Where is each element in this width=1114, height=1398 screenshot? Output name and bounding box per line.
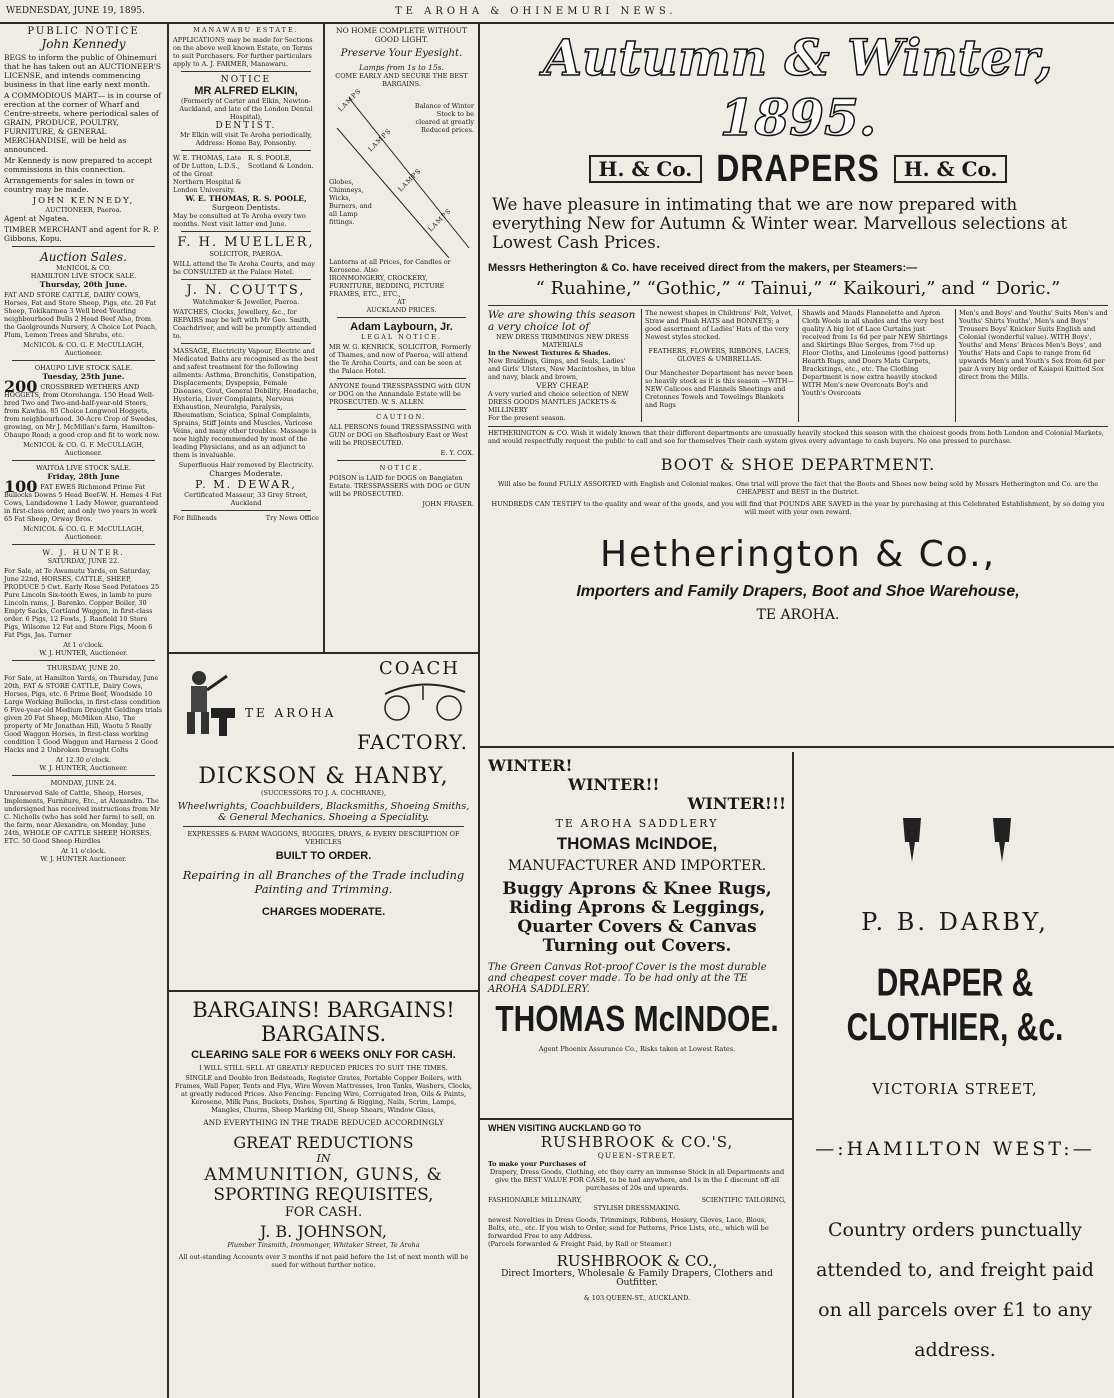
lamps-stamp: LAMPS — [336, 86, 364, 114]
steamers-list: “ Ruahine,” “Gothic,” “ Tainui,” “ Kaikouri,” and “ Doric.” — [535, 278, 1061, 299]
bargains-ad — [169, 994, 478, 1398]
hunter-auctioneer: W. J. HUNTER, Auctioneer. — [39, 764, 128, 772]
arrangements-text: Arrangements for sales in town or country may be made. — [4, 176, 135, 194]
darby-name: P. B. DARBY, — [861, 908, 1049, 936]
sell-text: I WILL STILL SELL AT GREATLY REDUCED PRICES TO SUIT THE TIMES. — [199, 1064, 448, 1072]
fraser-signature: JOHN FRASER. — [422, 500, 474, 508]
auction-sales-heading: Auction Sales. — [40, 250, 127, 264]
lamps-stamp: LAMPS — [366, 126, 394, 154]
pleasure-text: We have pleasure in intimating that we are now prepared with everything New for Autumn & Winter wear. Marvellous selections at Lowest Cash Prices. — [492, 195, 1068, 252]
superfluous-hair: Superfluous Hair removed by Electricity. — [178, 461, 314, 469]
importers-text: Importers and Family Drapers, Boot and Shoe Warehouse, — [576, 583, 1020, 600]
ohaupo-sale-heading: OHAUPO LIVE STOCK SALE. — [34, 364, 133, 372]
shapes-text: The newest shapes in Childrens' Felt, Velvet, Straw and Plush HATS and BONNETS; a good assortment of Ladies' Hats of the very Newest styles stocked. — [645, 309, 793, 341]
and-everything: AND EVERYTHING IN THE TRADE REDUCED ACCORDINGLY — [203, 1118, 444, 1127]
scientific-tailoring: SCIENTIFIC TAILORING, — [701, 1196, 786, 1204]
lamps-price: Lamps from 1s to 15s. — [359, 63, 444, 72]
divider — [181, 231, 311, 232]
varied-text: A very varied and choice selection of NEW DRESS GOODS MANTLES JACKETS & MILLINERY — [488, 390, 629, 414]
mcindoe-name: THOMAS McINDOE, — [556, 834, 718, 853]
charges-moderate-coach: CHARGES MODERATE. — [261, 906, 386, 918]
factory-word: FACTORY. — [356, 730, 468, 754]
winter-3: WINTER!!! — [687, 794, 786, 813]
in-label: IN — [316, 1152, 331, 1165]
johnson-name: J. B. JOHNSON, — [260, 1222, 387, 1241]
manawaru-heading: MANAWARU ESTATE. — [193, 26, 299, 34]
mens-text: Men's and Boys' and Youths' Suits Men's and Youths' Shirts Youths', Men's and Boys' Trousers Boys' Knicker Suits English and Colonial (wonderful value). WITH Boys', Youths' and Mens' Braces Men's Boys', and Youths' Hats and Caps to range from 6d upwards Men's and Youth's Sox from 6d per pair A very big order of Kaiapoi Knitted Sox direct from the Mills. — [959, 309, 1108, 381]
monday-sale-text: Unreserved Sale of Cattle, Sheep, Horses, Implements, Furniture, Etc., at Alexandra. The undersigned has received instructions from Mr C. Nicholls (who has sold her farm) to sell, on the farm, near Alexandra, on Monday, June 24th, WHOLE OF CATTLE SHEEP, HORSES, ETC. 50 Good Sheep Hurdles — [4, 789, 160, 845]
kennedy-prepared: Mr Kennedy is now prepared to accept commissions in this connection. — [4, 156, 153, 174]
caution-text: ALL PERSONS found TRESSPASSING with GUN or DOG on Shaftesbury East or West will be PROSECUTED. — [329, 423, 472, 447]
draper-clothier: DRAPER & CLOTHIER, &c. — [846, 961, 1064, 1049]
divider — [181, 279, 311, 280]
masthead-date: WEDNESDAY, JUNE 19, 1895. — [6, 6, 145, 16]
hamilton-west: —:HAMILTON WEST:— — [815, 1138, 1095, 1160]
pointing-hand-icon — [987, 816, 1017, 866]
trades-text: Wheelwrights, Coachbuilders, Blacksmiths, Shoeing Smiths, & General Mechanics. Shoeing a Speciality. — [177, 801, 470, 823]
country-orders-text: Country orders punctually attended to, and freight paid on all parcels over £1 to any address. — [816, 1219, 1094, 1361]
thursday-june20-heading: THURSDAY, JUNE 20. — [47, 664, 120, 672]
charges-moderate: Charges Moderate. — [209, 469, 283, 478]
saturday-sale-text: For Sale, at Te Awamutu Yards, on Saturday, June 22nd, HORSES, CATTLE, SHEEP, PRODUCE 5 Cwt. Early Rose Seed Potatoes 25 Pure Lincoln Six-tooth Ewes, in lamb to pure Lincoln rams, J. Barenko. Copper Boiler, 30 Empty Sacks, Cortland Waggon, in first-class order. 6 Pigs, 12 Fowls, J. Ranfield 10 Store Pigs, Wilsome 12 Fat and Store Pigs, Moon 6 Fat Pigs, Jas. Turner — [4, 567, 160, 639]
thomas-poole-names: W. E. THOMAS, R. S. POOLE, — [185, 194, 307, 203]
accounts-text: All out-standing Accounts over 3 months if not paid before the 1st of next month will be sued for without further notice. — [178, 1253, 469, 1269]
notice2-heading: NOTICE. — [379, 464, 424, 472]
new-dress-text: NEW DRESS TRIMMINGS NEW DRESS MATERIALS — [496, 333, 629, 349]
mueller-title: SOLICITOR, PAEROA. — [209, 250, 283, 258]
monday-24-heading: MONDAY, JUNE 24. — [50, 779, 117, 787]
at-11-oclock: At 11 o'clock. — [61, 847, 106, 855]
bargains-title-2: BARGAINS. — [260, 1022, 387, 1046]
lamps-stamp: LAMPS — [426, 206, 454, 234]
showing-text: We are showing this season a very choice lot of — [488, 309, 636, 333]
divider — [12, 544, 155, 545]
braidings-text: New Braidings, Gimps, and Seals, Ladies' and Girls' Ulsters, New Macintoshes, in blue and navy, black and brown, — [488, 357, 636, 381]
waitoa-sale-heading: WAITOA LIVE STOCK SALE. — [36, 464, 131, 472]
clearing-sale: CLEARING SALE FOR 6 WEEKS ONLY FOR CASH. — [191, 1049, 456, 1061]
coach-te-aroha: TE AROHA — [245, 706, 337, 720]
poole-credentials: R. S. POOLE, Scotland & London. — [248, 154, 314, 170]
bargains-title-1: BARGAINS! BARGAINS! — [192, 998, 455, 1022]
ohaupo-number: 200 — [4, 377, 38, 396]
hunter-heading: W. J. HUNTER. — [42, 548, 125, 557]
column-rule — [478, 24, 480, 1398]
successors-text: (SUCCESSORS TO J. A. COCHRANE), — [260, 789, 387, 797]
section-rule — [480, 1118, 792, 1120]
newest-textures: In the Newest Textures & Shades. — [488, 349, 611, 357]
notice-heading: NOTICE — [220, 75, 272, 85]
mueller-text: WILL attend the Te Aroha Courts, and may be CONSULTED at the Palace Hotel. — [173, 260, 315, 276]
boot-text: Will also be found FULLY ASSORTED with English and Colonial makes. One trial will prove the fact that the Boots and Shoes now being sold by Messrs Hetherington and Co. are the CHEAPEST and BEST in the District. — [497, 480, 1099, 496]
coutts-name: J. N. COUTTS, — [186, 283, 306, 298]
section-rule — [168, 990, 478, 992]
autumn-winter-banner: Autumn & Winter, 1895. — [543, 28, 1053, 147]
darby-ad — [796, 752, 1114, 1398]
home-complete: NO HOME COMPLETE WITHOUT GOOD LIGHT. — [336, 26, 467, 44]
column-rule — [792, 752, 794, 1398]
divider — [12, 460, 155, 461]
come-early: COME EARLY AND SECURE THE BEST BARGAINS. — [335, 72, 468, 88]
divider — [337, 460, 466, 461]
waitoa-sale-text: FAT EWES Richmond Prime Fat Bullocks Downs 5 Head Beef-W. H. Hemes 4 Fat Cows, Landsdowne 1 Lady Mower, guaranteed in first-class order, and only two years in work 65 Fat Sheep, Orway Bros. — [4, 483, 162, 523]
te-aroha-saddlery: TE AROHA SADDLERY — [555, 817, 719, 830]
legal-text: MR W. G. KENRICK, SOLICITOR, Formerly of Thames, and now of Paeroa, will attend the Te Aroha Courts, and can be seen at the Palace Hotel. — [329, 343, 472, 375]
direct-importers: Direct Imorters, Wholesale & Family Drapers, Clothers and Outfitter. — [501, 1269, 773, 1288]
mcnicol-label: McNICOL & CO. — [55, 264, 112, 272]
fashionable-millinery: FASHIONABLE MILLINARY, — [488, 1196, 582, 1204]
public-notice-heading: PUBLIC NOTICE — [27, 26, 140, 37]
divider — [183, 826, 464, 827]
elkin-address: Mr Elkin will visit Te Aroha periodically, Address: Home Bay, Ponsonby. — [179, 131, 313, 147]
present-season: For the present season. — [488, 414, 566, 422]
friday-28-date: Friday, 28th June — [47, 472, 120, 481]
divider — [337, 409, 466, 410]
mcindoe-big-name: THOMAS McINDOE. — [495, 999, 779, 1040]
laybourn-name: Adam Laybourn, Jr. — [350, 321, 453, 333]
hetherington-name: Hetherington & Co., — [599, 534, 997, 575]
try-news-text: Try News Office — [265, 514, 319, 522]
divider — [12, 775, 155, 776]
when-visiting: WHEN VISITING AUCKLAND GO TO — [488, 1123, 641, 1133]
mcnicol-auctioneer: McNICOL & CO. G. F. McCULLAGH, Auctioneer. — [23, 341, 144, 357]
at-1-oclock: At 1 o'clock. — [63, 641, 104, 649]
section-rule — [168, 652, 478, 654]
auckland-prices: AUCKLAND PRICES. — [366, 306, 437, 314]
hamilton-sale-heading: HAMILTON LIVE STOCK SALE. — [30, 272, 137, 280]
elkin-text: (Formerly of Carter and Elkin, Newton-Auckland, and late of the London Dental Hospital), — [179, 97, 313, 121]
cox-signature: E. Y. COX. — [440, 449, 474, 457]
anyone-text: ANYONE found TRESSPASSING with GUN or DOG on the Annandale Estate will be PROSECUTED. W. S. ALLEN. — [329, 382, 471, 406]
globes-text: Globes, Chimneys, Wicks, Burners, and all Lamp fittings. — [329, 178, 372, 226]
ammunition-text: AMMUNITION, GUNS, & — [204, 1165, 443, 1185]
divider — [12, 360, 155, 361]
billheads-text: For Billheads — [173, 514, 217, 522]
blacksmith-illustration — [177, 668, 237, 740]
preserve-eyesight: Preserve Your Eyesight. — [340, 48, 463, 59]
poison-text: POISON is LAID for DOGS on Bangiaten Estate. TRESSPASSERS with DOG or GUN will be PROSECUTED. — [329, 474, 471, 498]
balance-text: Balance of Winter Stock to be cleared at greatly Reduced prices. — [414, 102, 474, 134]
at-label: AT — [397, 298, 406, 306]
waitoa-number: 100 — [4, 477, 38, 496]
novelties-text: newest Novelties in Dress Goods, Trimmings, Ribbons, Hosiery, Gloves, Lace, Blous, Belts, etc., etc. If you wish to Order, send for Patterns, Price Lists, etc., which will be forwarded Free to any Address. — [488, 1216, 769, 1240]
winter-2: WINTER!! — [568, 775, 660, 794]
feathers-text: FEATHERS, FLOWERS, RIBBONS, LACES, GLOVES & UMBRELLAS. — [648, 347, 791, 363]
built-to-order: BUILT TO ORDER. — [275, 850, 372, 862]
plumber-text: Plumber Tinsmith, Ironmonger, Whitaker Street, Te Aroha — [227, 1241, 420, 1249]
mueller-name: F. H. MUELLER, — [177, 235, 315, 250]
divider — [181, 71, 311, 72]
hunter-auctioneer: W. J. HUNTER, Auctioneer. — [39, 649, 128, 657]
saddlery-ad — [482, 752, 792, 1118]
masthead — [0, 0, 1114, 24]
rushbrook-name: RUSHBROOK & CO.'S, — [540, 1133, 734, 1151]
mcnicol-auctioneer: McNICOL & CO. G. F. McCULLAGH, Auctioneer. — [23, 441, 144, 457]
caution-heading: CAUTION. — [376, 413, 427, 421]
hundreds-text: HUNDREDS CAN TESTIFY to the quality and wear of the goods, and you will find that POUNDS ARE SAVED in the year by purchasing at this Celebrated Establishment, by so doing you will meet with your own reward. — [491, 500, 1105, 516]
column-professional — [169, 24, 323, 652]
phoenix-agent: Agent Phoenix Assurance Co., Risks taken at Lowest Rates. — [538, 1045, 736, 1053]
saturday-22-heading: SATURDAY, JUNE 22. — [47, 557, 120, 565]
sporting-text: SPORTING REQUISITES, — [213, 1185, 434, 1205]
coutts-title: Watchmaker & Jeweller, Paeroa. — [192, 298, 300, 306]
surgeon-dentists: Surgeon Dentists. — [211, 203, 281, 212]
kennedy-title: AUCTIONEER, Paeroa. — [45, 206, 122, 214]
divider — [181, 510, 311, 511]
thursday-20-date: Thursday, 20th June. — [39, 280, 128, 289]
divider — [337, 378, 466, 379]
shawls-text: Shawls and Mauds Flannelette and Apron Cloth Wools in all shades and the very best quality A big lot of Lace Curtains just received from 1s 6d per pair NEW Shirtings and Skirtings Blue Serges, from 7½d up Floor Cloths, and Linoleums (good patterns) Hearth Rugs, and Doors Mats Carpets, Brackstings, etc., etc. The Clothing Department is now extra heavily stocked WITH Men's new Overcoats Boy's and Youth's Overcoats — [802, 309, 949, 397]
divider — [337, 317, 466, 318]
express-text: EXPRESSES & FARM WAGGONS, BUGGIES, DRAYS, & EVERY DESCRIPTION OF VEHICLES — [187, 830, 460, 846]
section-rule — [480, 746, 1114, 748]
buggy-aprons-text: Buggy Aprons & Knee Rugs, Riding Aprons & Leggings, Quarter Covers & Canvas Turning out Covers. — [502, 879, 772, 956]
make-purchases: To make your Purchases of — [488, 1160, 586, 1168]
repairing-text: Repairing in all Branches of the Trade including Painting and Trimming. — [182, 868, 465, 896]
column-auctions — [0, 24, 167, 1398]
boot-shoe-heading: BOOT & SHOE DEPARTMENT. — [660, 455, 936, 474]
victoria-street: VICTORIA STREET, — [872, 1080, 1038, 1098]
winter-1: WINTER! — [488, 756, 573, 775]
divider — [12, 246, 155, 247]
rushbrook-ad — [482, 1122, 792, 1398]
dickson-hanby-name: DICKSON & HANBY, — [198, 764, 449, 789]
hunter-auctioneer-last: W. J. HUNTER Auctioneer. — [40, 855, 127, 863]
hetherington-ad — [482, 26, 1114, 744]
green-canvas-text: The Green Canvas Rot-proof Cover is the most durable and cheapest cover made. To be had only at the TE AROHA SADDLERY. — [488, 962, 767, 995]
massage-text: MASSAGE, Electricity Vapour, Electric and Medicated Baths are recognised as the best and safest treatment for the following ailments: Asthma, Bronchitis, Constipation, Displacements, Dyspepsia, Female Diseases, Gout, General Debility, Headache, Hysteria, Liver Complaints, Nervous Exhaustion, Neuralgia, Paralysis, Rheumatism, Sciatica, Spinal Complaints, Sprains, Stiff Joints and Muscles, Varicose Veins, and many other troubles. Massage is now highly recommended by most of the leading Physicians, and as an adjunct to them is invaluable. — [173, 347, 319, 459]
elkin-name: MR ALFRED ELKIN, — [194, 85, 298, 97]
manawaru-text: APPLICATIONS may be made for Sections on the above well known Estate, on Terms to suit Purchasers. For further particulars apply to A. J. FARMER, Manawaru. — [173, 36, 313, 68]
dewar-name: P. M. DEWAR, — [195, 478, 297, 491]
agent-text: Agent at Ngatea. — [4, 214, 69, 223]
lamps-diagram — [329, 88, 474, 258]
dewar-text: Certificated Masseur, 33 Grey Street, Auckland — [184, 491, 308, 507]
masthead-title: TE AROHA & OHINEMURI NEWS. — [395, 6, 677, 17]
mart-text: A COMMODIOUS MART— is in course of erection at the corner of Wharf and Centre-streets, where periodical sales of GRAIN, PRODUCE, POULTRY, FURNITURE, & GENERAL MERCHANDISE, will be held as announced. — [4, 91, 161, 154]
mcnicol-auctioneer: McNICOL & CO. G. F. McCULLAGH, Auctioneer. — [23, 525, 144, 541]
ironmongery-text: IRONMONGERY, CROCKERY, FURNITURE, BEDDING, PICTURE FRAMES, ETC., ETC., — [329, 274, 445, 298]
dentist-label: DENTIST. — [215, 121, 277, 131]
pointing-hands — [802, 756, 1108, 876]
thomas-credentials: W. E. THOMAS, Late of Dr Lutton, L.D.S., of the Great Northern Hospital & London University. — [173, 154, 242, 194]
column-lamps — [325, 24, 478, 652]
hco-left-badge: H. & Co. — [589, 155, 703, 183]
lamps-stamp: LAMPS — [396, 166, 424, 194]
for-cash: FOR CASH. — [284, 1205, 363, 1220]
great-reductions: GREAT REDUCTIONS — [233, 1133, 414, 1152]
queen-street: QUEEN-STREET. — [597, 1151, 677, 1160]
hamilton-sale-text: FAT AND STORE CATTLE, DAIRY COWS, Horses, Fat and Store Sheep, Pigs, etc. 20 Fat Sheep, Tokikarmea 3 Well bred Yearling neighbourhood Bulls 2 Head Beef Also, from the Gaolgrounds Nursery, A Choice Lot Peach, Plum, Lemon Trees and Shrubs, etc. — [4, 291, 158, 339]
tuesday-25-date: Tuesday, 25th June. — [42, 372, 125, 381]
coach-word: COACH — [379, 658, 460, 679]
wish-text: HETHERINGTON & CO. Wish it widely known that their different departments are unusually heavily stocked this season with the choicest goods from both London and Colonial Markets, and would respectfully request the public to call and see for themselves Their cash system gives every advantage to cash buyers. No one pressed to purchase. — [488, 426, 1108, 445]
rushbrook-name-2: RUSHBROOK & CO., — [556, 1252, 718, 1270]
divider — [12, 660, 155, 661]
consult-text: May be consulted at Te Aroha every two months. Next visit latter end June. — [173, 212, 306, 228]
timber-text: TIMBER MERCHANT and agent for R. P. Gibbons, Kopu. — [4, 225, 160, 243]
manchester-text: Our Manchester Department has never been so heavily stock as it is this season —WITH— NEW Calicoes and Flannels Sheetings and Cretonnes Towels and Towelings Blankets and Rugs — [645, 369, 794, 409]
kennedy-name: John Kennedy — [41, 37, 126, 51]
legal-notice-heading: LEGAL NOTICE. — [360, 333, 443, 341]
received-text: Messrs Hetherington & Co. have received direct from the makers, per Steamers:— — [488, 262, 918, 274]
carriage-illustration — [375, 672, 475, 722]
drapers-title: DRAPERS — [716, 146, 880, 190]
lanterns-text: Lanterns at all Prices, for Candles or Kerosene. Also — [329, 258, 451, 274]
stylish-dressmaking: STYLISH DRESSMAKING. — [593, 1204, 681, 1212]
pointing-hand-icon — [897, 816, 927, 866]
divider — [181, 343, 311, 344]
kennedy-text: BEGS to inform the public of Ohinemuri that he has taken out an AUCTIONEER'S LICENSE, and intends commencing business in that line early next month. — [4, 53, 161, 89]
ohaupo-sale-text: CROSSBRED WETHERS AND HOGGETS, from Otorohanga. 150 Head Well-bred Two and Two-and-half-year-old Steers, from Kawhia. 85 Choice Longwool Hoggets, from neighbourhood. 30-Acre Crop of Swedes, growing, on Mr J. McMillan's farm, Hamilton-Ohaupo Road; a good crop and fit to work now. — [4, 383, 160, 439]
manufacturer-text: MANUFACTURER AND IMPORTER. — [507, 858, 767, 874]
single-text: SINGLE and Double Iron Bedsteads, Register Grates, Portable Copper Boilers, with Frames, Wall Paper, Tents and Flys, Wire Woven Mattresses, Iron Tanks, Washers, Clocks, at greatly reduced Prices. Also Fencing: Fencing Wire, Corrugated Iron, Oils & Paints, Kerosene, Milk Pans, Buckets, Dishes, Sporting & Rigging, Nails, Scrim, Lamps, Mangles, Churns, Sheep Marking Oil, Sheep Shears, Window Glass, — [175, 1074, 472, 1114]
divider — [181, 150, 311, 151]
coach-factory-ad — [169, 656, 478, 990]
coutts-text: WATCHES, Clocks, Jewellery, &c., for REPAIRS may be left with Mr Geo. Smith, Coachdriver, and will be promptly attended to. — [173, 308, 317, 340]
rushbrook-address: & 103 QUEEN-ST., AUCKLAND. — [583, 1294, 691, 1302]
hco-right-badge: H. & Co. — [894, 155, 1008, 183]
at-1230-oclock: At 12.30 o'clock. — [56, 756, 111, 764]
kennedy-signature: JOHN KENNEDY, — [32, 196, 135, 206]
very-cheap: VERY CHEAP. — [536, 381, 589, 390]
thursday-sale-text: For Sale, at Hamilton Yards, on Thursday, June 20th, FAT & STORE CATTLE, Dairy Cows, Horses, Pigs, etc. 6 Prime Beef, Woodside 10 Large Working Bullocks, in first-class condition 6 Five-year-old Medium Draught Geldings trials given 20 Fat Sheep, McMiken Also, The property of Mr Jonathan Hill, Waotu 5 Really Good Waggon Horses, in first-class working condition 1 Good Waggon and Harness 2 Good Hacks and 2 Unbroken Draught Colts — [4, 674, 163, 754]
parcels-text: (Parcels forwarded & Freight Paid, by Rail or Steamer.) — [488, 1240, 672, 1248]
drapery-text: Drapery, Dress Goods, Clothing, etc they carry an immense Stock in all Departments and give the BEST VALUE FOR CASH, to be had anywhere, and 1s in the £ discount off all purchases of 20s and upwards. — [489, 1168, 785, 1192]
hetherington-te-aroha: TE AROHA. — [756, 607, 840, 623]
